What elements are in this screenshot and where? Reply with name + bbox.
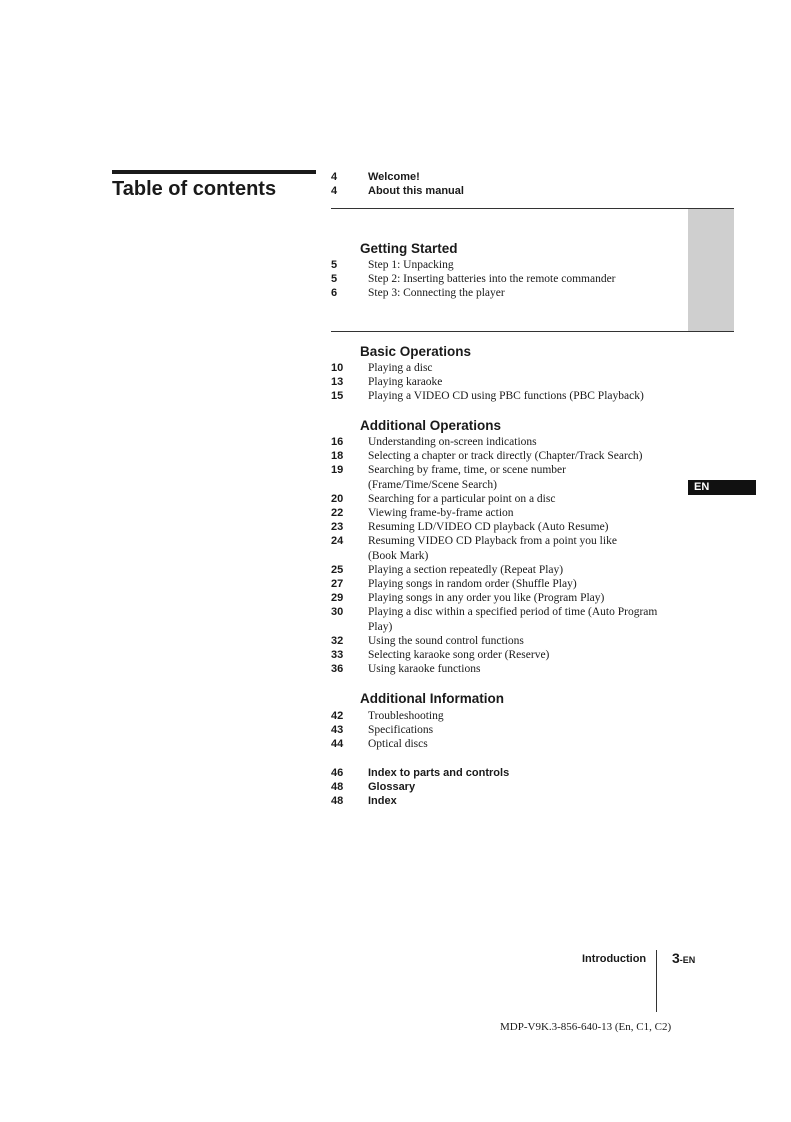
toc-page-number: 25 — [331, 564, 344, 576]
toc-page-number: 20 — [331, 493, 344, 505]
toc-entry-text: Playing a VIDEO CD using PBC functions (PBC Playback) — [368, 390, 644, 402]
toc-entry-text: Glossary — [368, 781, 416, 793]
toc-entry-text: Optical discs — [368, 738, 428, 750]
toc-page-number: 27 — [331, 578, 344, 590]
toc-entry-text: Welcome! — [368, 171, 420, 183]
toc-entry-text: Playing a disc — [368, 362, 433, 374]
toc-page-number: 19 — [331, 464, 344, 476]
toc-entry-text: Playing karaoke — [368, 376, 443, 388]
toc-entry-text: Specifications — [368, 724, 434, 736]
footer-section-name: Introduction — [582, 953, 647, 965]
toc-page-number: 42 — [331, 710, 344, 722]
toc-page-number: 33 — [331, 649, 344, 661]
divider-top — [331, 208, 734, 209]
toc-page-number: 18 — [331, 450, 344, 462]
title-rule — [112, 170, 316, 174]
toc-page-number: 5 — [331, 259, 338, 271]
footer-page-num: 3 — [672, 950, 680, 966]
toc-entry-text: Selecting a chapter or track directly (Chapter/Track Search) — [368, 450, 643, 462]
toc-page-number: 10 — [331, 362, 344, 374]
toc-page-number: 44 — [331, 738, 344, 750]
toc-entry-text: Using the sound control functions — [368, 635, 524, 647]
section-heading: Additional Operations — [360, 418, 502, 433]
toc-entry-text: Viewing frame-by-frame action — [368, 507, 514, 519]
toc-page-number: 4 — [331, 185, 338, 197]
toc-entry-text: Searching by frame, time, or scene number — [368, 464, 566, 476]
toc-page-number: 24 — [331, 535, 344, 547]
toc-page-number: 32 — [331, 635, 344, 647]
toc-page-number: 13 — [331, 376, 344, 388]
toc-page-number: 16 — [331, 436, 344, 448]
toc-entry-text: Playing a disc within a specified period of time (Auto Program — [368, 606, 658, 618]
toc-entry-text: Selecting karaoke song order (Reserve) — [368, 649, 550, 661]
toc-page-number: 36 — [331, 663, 344, 675]
toc-entry-text: Resuming VIDEO CD Playback from a point you like — [368, 535, 617, 547]
toc-entry-text: Playing songs in random order (Shuffle Play) — [368, 578, 577, 590]
toc-page-number: 23 — [331, 521, 344, 533]
footer-model-code: MDP-V9K.3-856-640-13 (En, C1, C2) — [500, 1021, 672, 1033]
toc-page-number: 22 — [331, 507, 344, 519]
footer-divider — [656, 950, 657, 1012]
toc-entry-text: Step 3: Connecting the player — [368, 287, 505, 299]
toc-page-number: 46 — [331, 767, 344, 779]
page-title: Table of contents — [112, 178, 277, 200]
toc-page-number: 15 — [331, 390, 344, 402]
toc-entry-text: Understanding on-screen indications — [368, 436, 537, 448]
toc-entry-text: Playing a section repeatedly (Repeat Play) — [368, 564, 564, 576]
toc-entry-text: Step 2: Inserting batteries into the remote commander — [368, 273, 616, 285]
toc-entry-text: Using karaoke functions — [368, 663, 481, 675]
toc-page-number: 29 — [331, 592, 344, 604]
toc-entry-text: (Book Mark) — [368, 550, 429, 562]
toc-entry-text: Playing songs in any order you like (Program Play) — [368, 592, 605, 604]
toc-entry-text: About this manual — [368, 185, 464, 197]
toc-page-number: 43 — [331, 724, 344, 736]
toc-entry-text: Index — [368, 795, 397, 807]
toc-page-number: 48 — [331, 795, 344, 807]
footer-page-number — [672, 950, 695, 966]
toc-entry-text: Troubleshooting — [368, 710, 444, 722]
toc-entry-text: Searching for a particular point on a disc — [368, 493, 556, 505]
divider-bottom — [331, 331, 734, 332]
toc-entry-text: Index to parts and controls — [368, 767, 510, 779]
toc-page-number: 5 — [331, 273, 338, 285]
section-heading: Basic Operations — [360, 344, 472, 359]
section-heading: Getting Started — [360, 241, 458, 256]
section-heading: Additional Information — [360, 691, 504, 706]
toc-entry-text: Resuming LD/VIDEO CD playback (Auto Resume) — [368, 521, 609, 533]
toc-page-number: 48 — [331, 781, 344, 793]
toc-page-number: 4 — [331, 171, 338, 183]
toc-page-number: 6 — [331, 287, 338, 299]
chapter-tab-marker — [688, 209, 734, 331]
language-tab: EN — [688, 480, 756, 495]
toc-entry-text: Play) — [368, 621, 393, 633]
footer-page-suffix: -EN — [679, 955, 696, 965]
toc-entry-text: (Frame/Time/Scene Search) — [368, 479, 497, 491]
toc-page-number: 30 — [331, 606, 344, 618]
toc-entry-text: Step 1: Unpacking — [368, 259, 454, 271]
